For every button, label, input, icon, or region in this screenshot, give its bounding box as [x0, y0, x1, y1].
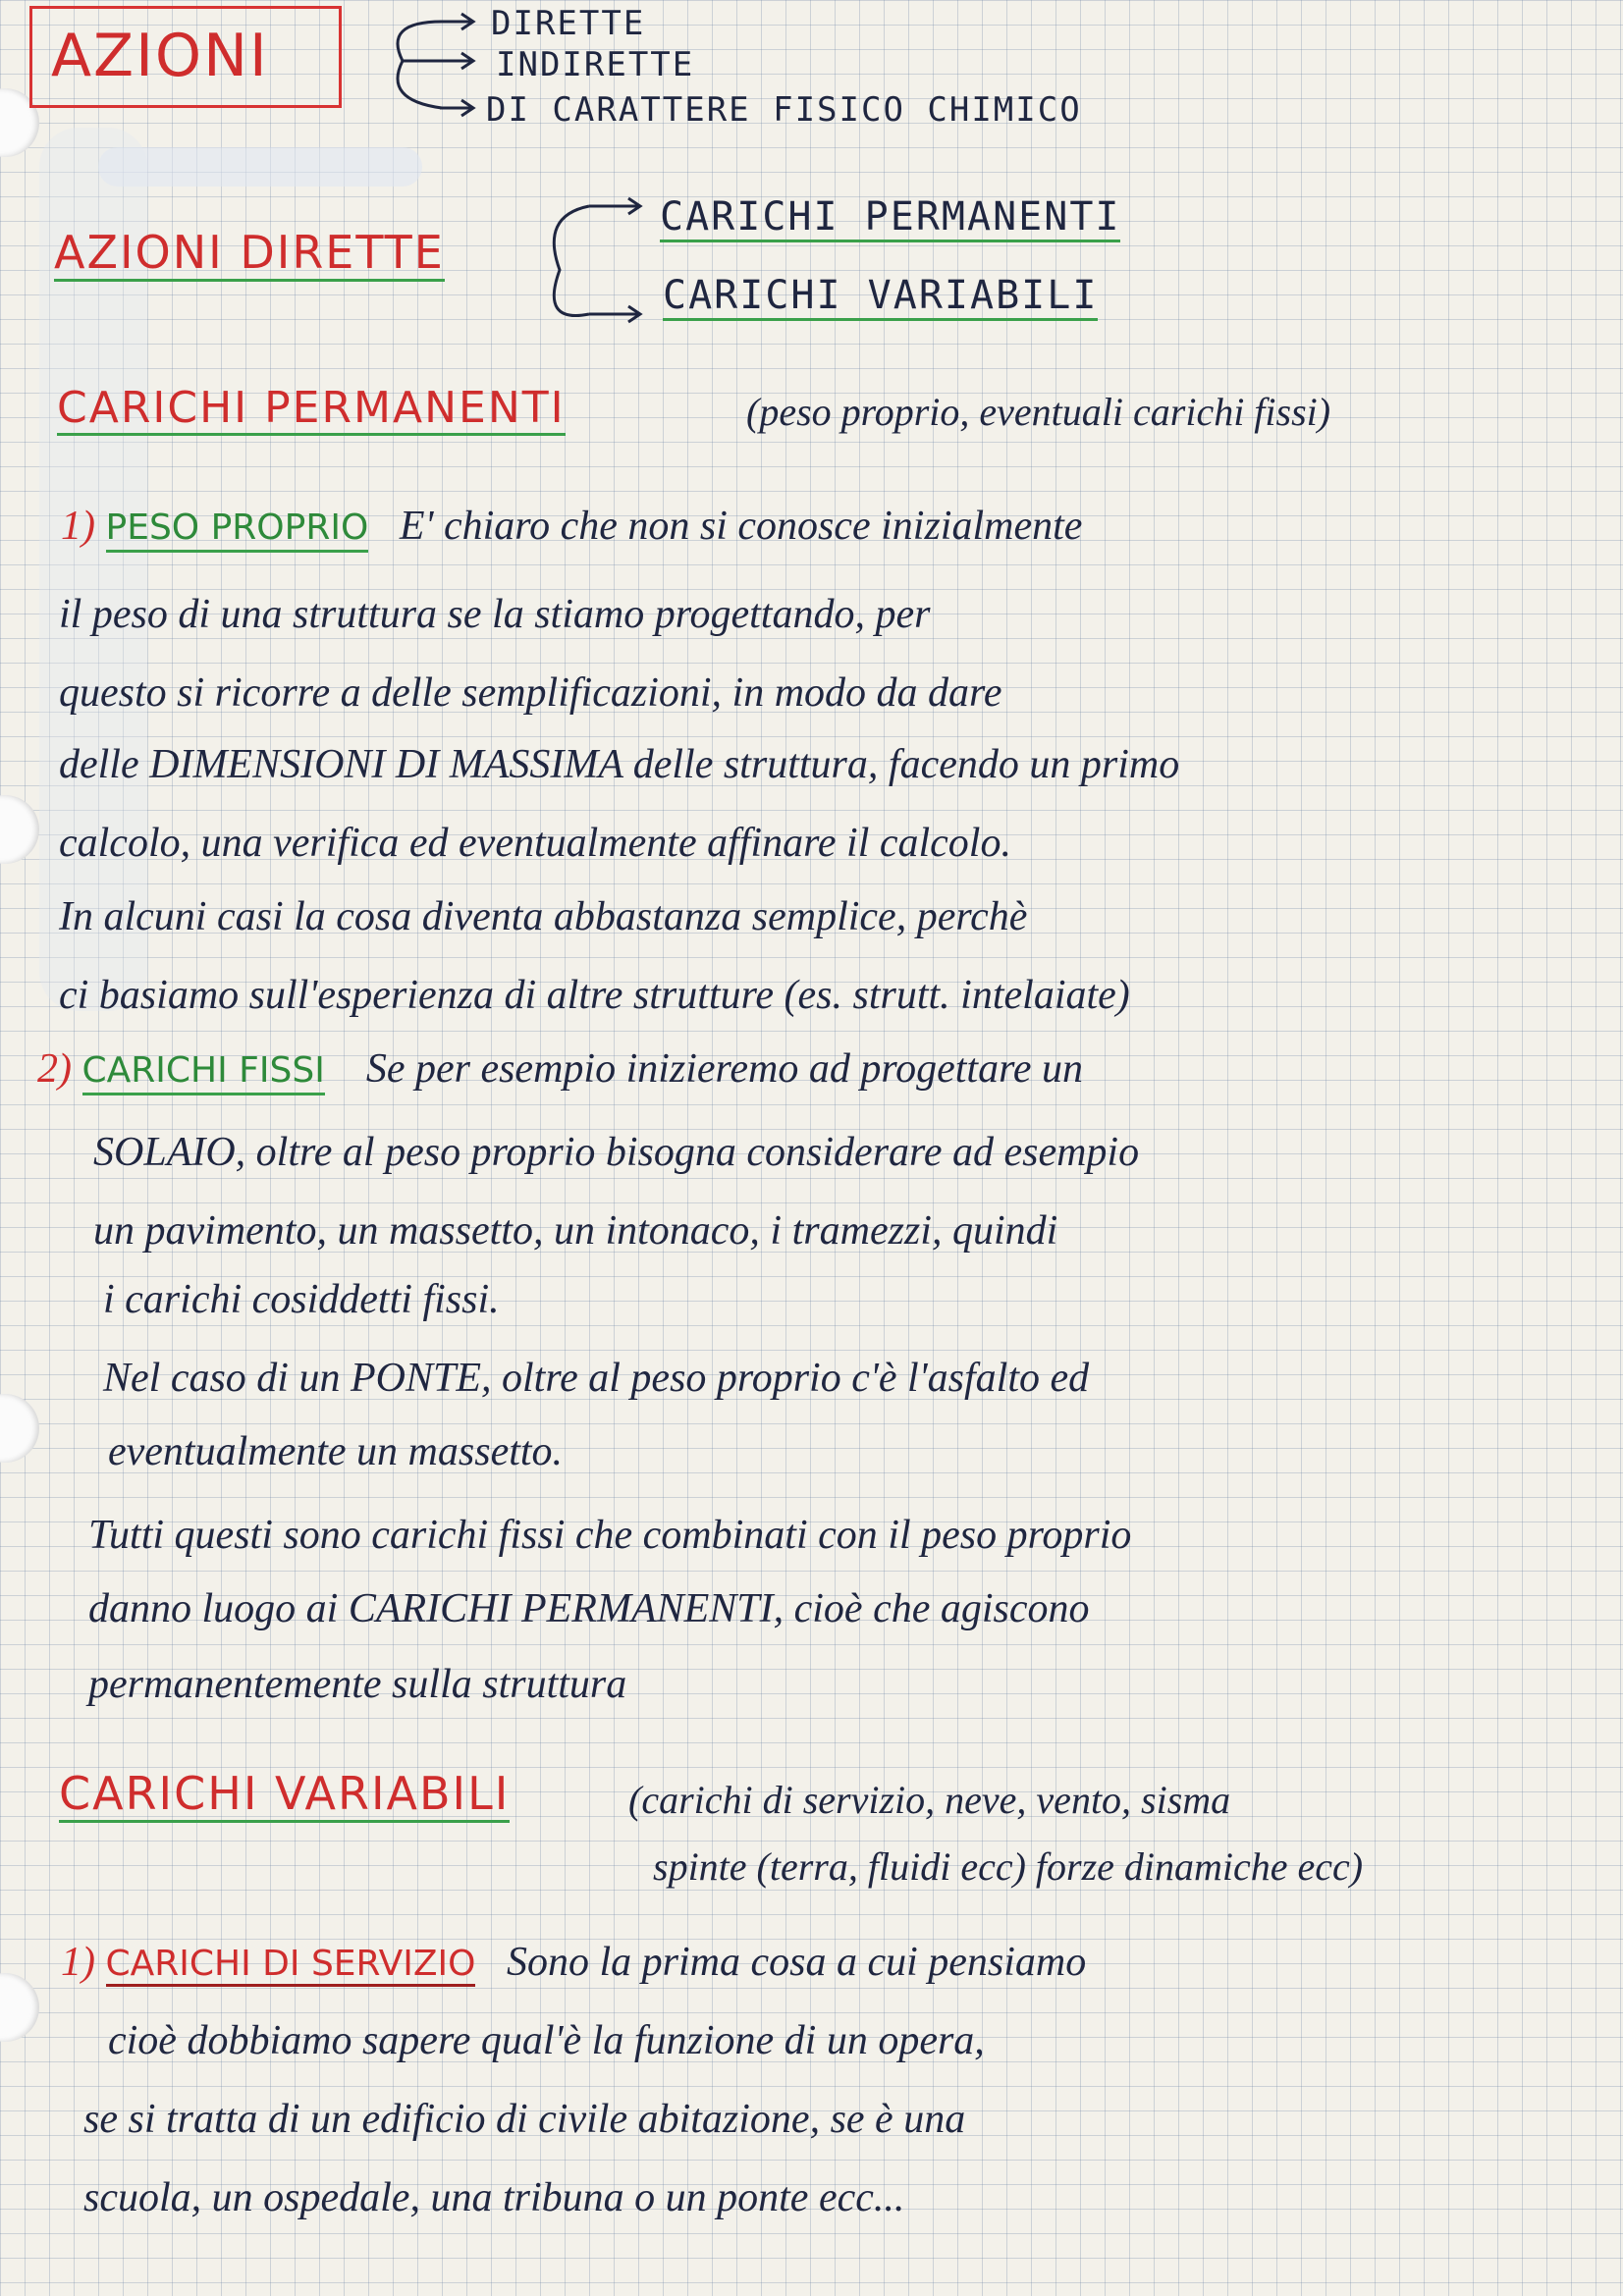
azioni-branch-arrows — [363, 0, 501, 128]
binder-hole — [0, 1394, 39, 1463]
carichi-permanenti-title — [57, 383, 566, 436]
peso-proprio-heading: PESO PROPRIO — [106, 507, 369, 553]
carichi-variabili-title — [59, 1767, 510, 1823]
carichi-fissi-line-4: Nel caso di un PONTE, oltre al peso proprio c'è l'asfalto ed — [103, 1356, 1090, 1401]
azioni-branch-1: DIRETTE — [491, 4, 646, 43]
azioni-dirette-branch-arrows — [520, 187, 668, 334]
carichi-fissi-line-2: un pavimento, un massetto, un intonaco, i tramezzi, quindi — [93, 1208, 1058, 1254]
peso-proprio-line-4: calcolo, una verifica ed eventualmente affinare il calcolo. — [59, 821, 1011, 866]
azioni-dirette-title — [54, 226, 445, 282]
carichi-servizio-number: 1) — [61, 1940, 95, 1985]
peso-proprio-line-6: ci basiamo sull'esperienza di altre strutture (es. strutt. intelaiate) — [59, 973, 1130, 1018]
carichi-fissi-number: 2) — [37, 1046, 72, 1092]
carichi-variabili-branch-text: CARICHI VARIABILI — [663, 273, 1099, 318]
carichi-variabili-note-2: spinte (terra, fluidi ecc) forze dinamiche ecc) — [653, 1844, 1364, 1889]
carichi-fissi-line-3: i carichi cosiddetti fissi. — [103, 1277, 500, 1322]
binder-hole — [0, 795, 39, 864]
carichi-permanenti-branch — [660, 194, 1120, 242]
carichi-fissi-line-0 — [37, 1045, 1083, 1093]
carichi-servizio-line-0 — [61, 1939, 1086, 1986]
azioni-branch-3: DI CARATTERE FISICO CHIMICO — [486, 90, 1082, 130]
carichi-variabili-title-text: CARICHI VARIABILI — [59, 1767, 511, 1820]
carichi-permanenti-note: (peso proprio, eventuali carichi fissi) — [746, 390, 1331, 434]
peso-proprio-line-1: il peso di una struttura se la stiamo progettando, per — [59, 592, 931, 637]
azioni-dirette-title-text: AZIONI DIRETTE — [54, 226, 445, 279]
carichi-variabili-branch — [663, 273, 1098, 321]
carichi-fissi-text: Se per esempio inizieremo ad progettare un — [365, 1046, 1084, 1092]
carichi-fissi-heading: CARICHI FISSI — [82, 1050, 325, 1095]
carichi-permanenti-branch-text: CARICHI PERMANENTI — [660, 194, 1121, 240]
carichi-servizio-text: Sono la prima cosa a cui pensiamo — [506, 1940, 1087, 1985]
carichi-fissi-line-7 — [88, 1585, 1090, 1632]
carichi-fissi-line-1: SOLAIO, oltre al peso proprio bisogna considerare ad esempio — [93, 1130, 1140, 1175]
binder-hole — [0, 1973, 39, 2042]
peso-proprio-line-0 — [61, 503, 1082, 550]
carichi-variabili-note-1: (carichi di servizio, neve, vento, sisma — [628, 1778, 1231, 1822]
carichi-fissi-line-7-text: danno luogo ai CARICHI PERMANENTI, cioè che agiscono — [88, 1586, 1090, 1631]
carichi-servizio-heading: CARICHI DI SERVIZIO — [106, 1944, 476, 1987]
peso-proprio-line-3: delle DIMENSIONI DI MASSIMA delle struttura, facendo un primo — [59, 742, 1180, 787]
azioni-title: AZIONI — [51, 22, 269, 90]
carichi-servizio-line-1: cioè dobbiamo sapere qual'è la funzione di un opera, — [108, 2018, 985, 2063]
azioni-branch-2: INDIRETTE — [496, 45, 695, 84]
carichi-servizio-line-2: se si tratta di un edificio di civile abitazione, se è una — [83, 2097, 966, 2142]
carichi-servizio-line-3: scuola, un ospedale, una tribuna o un ponte ecc... — [83, 2175, 905, 2220]
carichi-fissi-line-5: eventualmente un massetto. — [108, 1429, 564, 1474]
carichi-fissi-line-6: Tutti questi sono carichi fissi che combinati con il peso proprio — [88, 1513, 1132, 1558]
carichi-fissi-line-8: permanentemente sulla struttura — [88, 1662, 627, 1707]
peso-proprio-line-5: In alcuni casi la cosa diventa abbastanza semplice, perchè — [59, 894, 1028, 939]
peso-proprio-text: E' chiaro che non si conosce inizialmente — [399, 504, 1083, 549]
peso-proprio-number: 1) — [61, 504, 95, 549]
carichi-permanenti-title-text: CARICHI PERMANENTI — [57, 383, 566, 433]
peso-proprio-line-2: questo si ricorre a delle semplificazioni, in modo da dare — [59, 670, 1002, 716]
